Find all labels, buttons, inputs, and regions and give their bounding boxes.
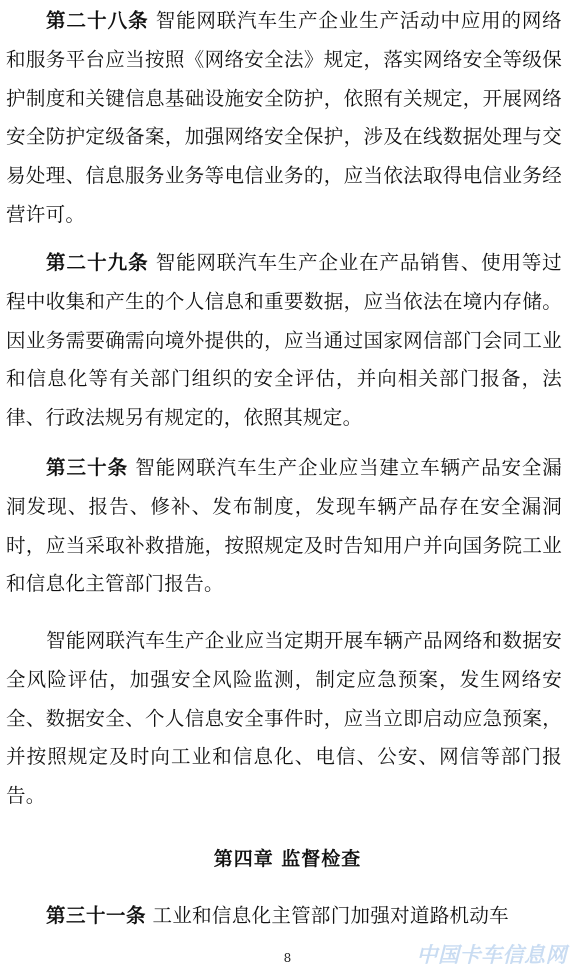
site-watermark: 中国卡车信息网 — [416, 943, 567, 967]
article-29-text: 智能网联汽车生产企业在产品销售、使用等过程中收集和产生的个人信息和重要数据，应当依法在境内存储。因业务需要确需向境外提供的，应当通过国家网信部门会同工业和信息化等有关部门组织的安全评估，并向相关部门报备，法律、行政法规另有规定的，依照其规定。 — [6, 251, 562, 430]
article-30-second-text: 智能网联汽车生产企业应当定期开展车辆产品网络和数据安全风险评估，加强安全风险监测，制定应急预案，发生网络安全、数据安全、个人信息安全事件时，应当立即启动应急预案，并按照规定及时向工业和信息化、电信、公安、网信等部门报告。 — [6, 629, 562, 808]
article-29-number: 第二十九条 — [46, 251, 149, 274]
chapter-heading: 第四章 监督检查 — [213, 848, 362, 870]
article-30-second-paragraph — [6, 622, 562, 816]
article-31-paragraph — [6, 897, 562, 936]
article-29-paragraph — [6, 244, 562, 438]
article-28-paragraph — [6, 2, 562, 235]
article-28-text: 智能网联汽车生产企业生产活动中应用的网络和服务平台应当按照《网络安全法》规定，落实网络安全等级保护制度和关键信息基础设施安全防护，依照有关规定，开展网络安全防护定级备案，加强网络安全保护，涉及在线数据处理与交易处理、信息服务业务等电信业务的，应当依法取得电信业务经营许可。 — [6, 9, 562, 226]
article-28-number: 第二十八条 — [46, 9, 149, 32]
article-30-number: 第三十条 — [46, 456, 129, 479]
article-30-text: 智能网联汽车生产企业应当建立车辆产品安全漏洞发现、报告、修补、发布制度，发现车辆产品存在安全漏洞时，应当采取补救措施，按照规定及时告知用户并向国务院工业和信息化主管部门报告。 — [6, 456, 562, 596]
article-31-number: 第三十一条 — [46, 904, 147, 927]
page-number: 8 — [283, 951, 292, 965]
article-30-paragraph — [6, 449, 562, 604]
article-31-text: 工业和信息化主管部门加强对道路机动车 — [152, 904, 509, 927]
